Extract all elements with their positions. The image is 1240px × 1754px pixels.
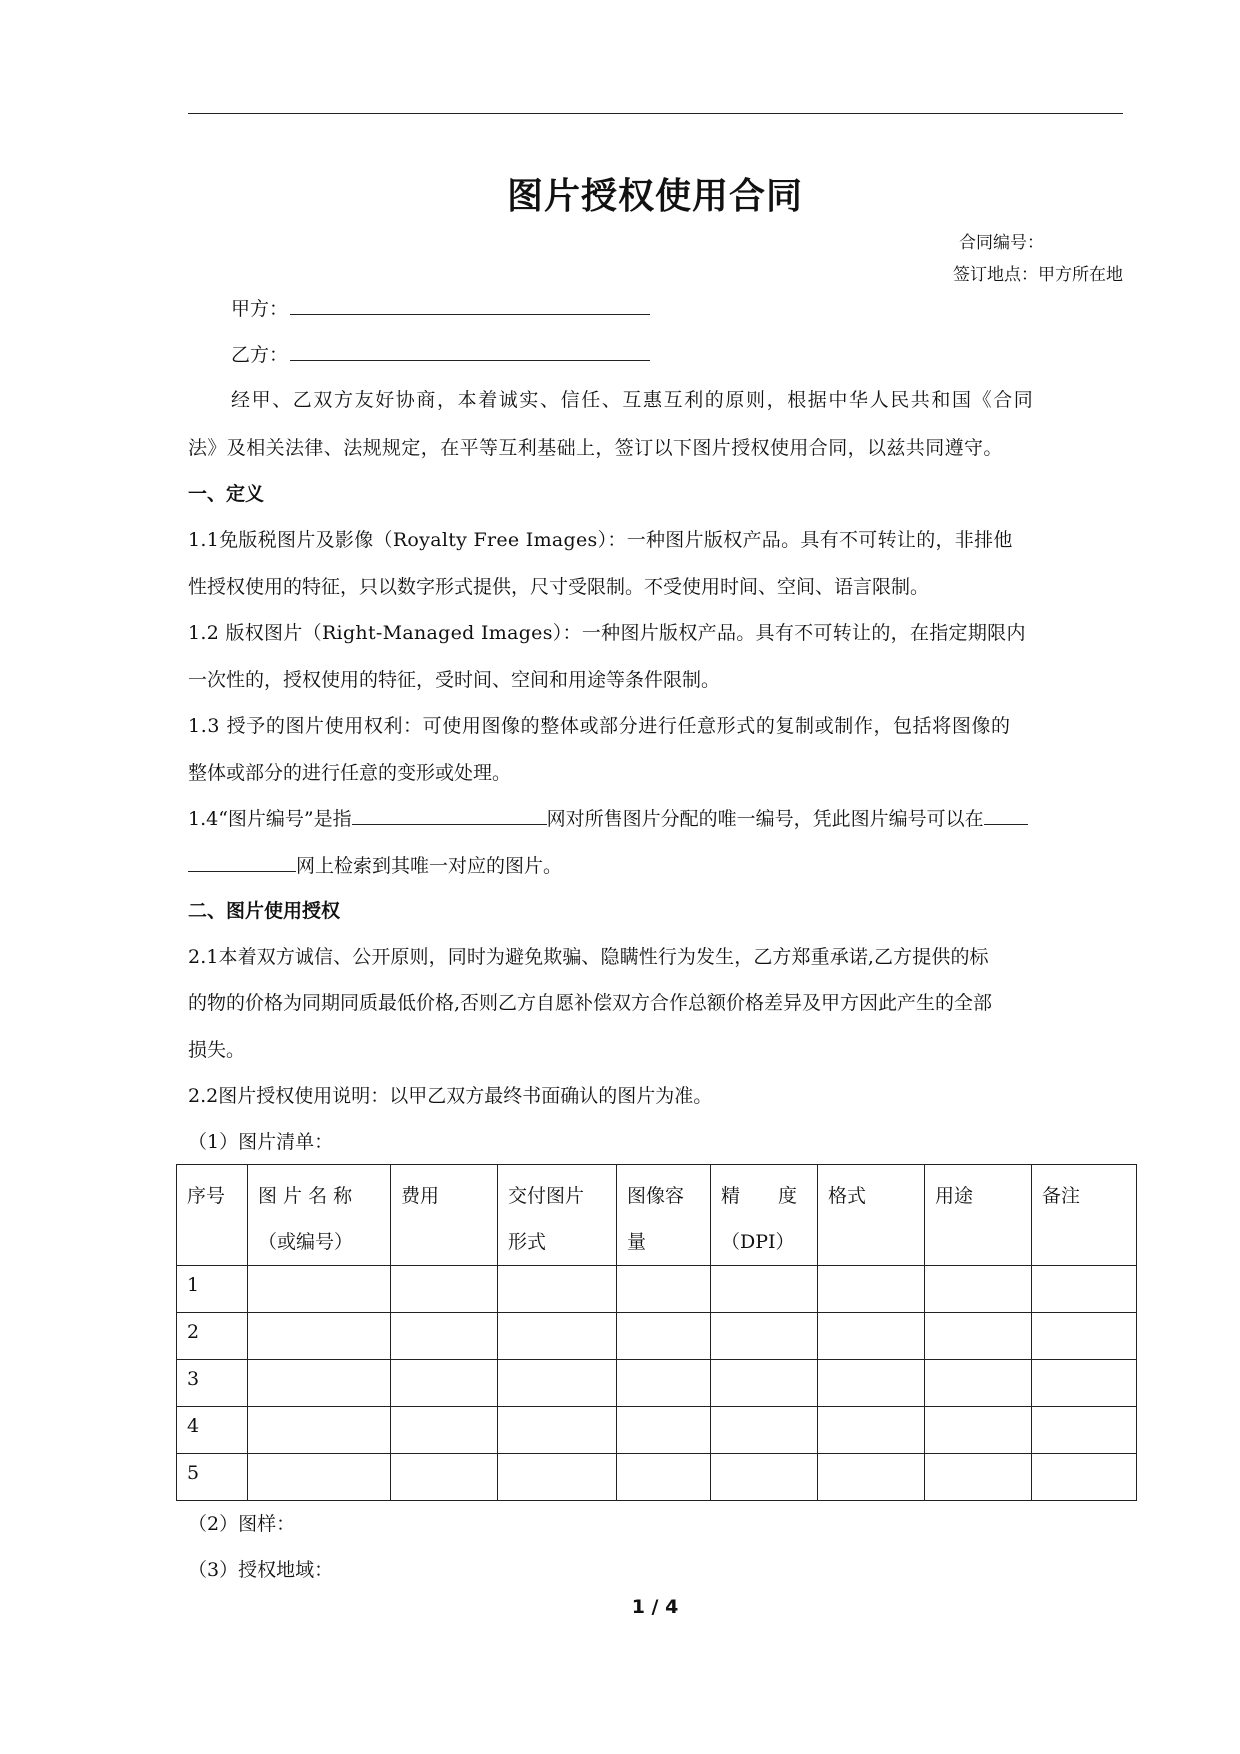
party-a-label: 甲方：	[231, 298, 289, 320]
section-1-heading: 一、定义	[188, 483, 265, 505]
document-title: 图片授权使用合同	[506, 176, 803, 217]
header-cell-capacity: 图像容 量	[617, 1165, 711, 1266]
website-blank-1	[352, 804, 547, 825]
section-2-heading: 二、图片使用授权	[188, 900, 341, 922]
party-a-blank	[290, 294, 650, 315]
image-list-table	[176, 1164, 1137, 1501]
table-header-row	[177, 1165, 1137, 1266]
party-b-label: 乙方：	[231, 344, 289, 366]
def-line-8	[188, 851, 562, 878]
party-b-blank	[290, 340, 650, 361]
auth-line-3: 损失。	[188, 1039, 246, 1061]
page-number: 1 / 4	[631, 1596, 679, 1618]
table-row	[177, 1360, 1137, 1407]
def-line-6: 整体或部分的进行任意的变形或处理。	[188, 762, 512, 784]
sample-label: （2）图样：	[188, 1513, 296, 1535]
row-index: 1	[177, 1266, 248, 1313]
table-row	[177, 1454, 1137, 1501]
header-cell-usage: 用途	[925, 1165, 1032, 1266]
sign-place: 签订地点：甲方所在地	[953, 265, 1123, 285]
intro-line-2: 法》及相关法律、法规规定，在平等互利基础上，签订以下图片授权使用合同，以兹共同遵守。	[188, 437, 1003, 459]
header-cell-index: 序号	[177, 1165, 248, 1266]
item14-part3: 网上检索到其唯一对应的图片。	[296, 855, 563, 877]
row-index: 5	[177, 1454, 248, 1501]
image-list-label: （1）图片清单：	[188, 1131, 334, 1153]
def-line-4: 一次性的，授权使用的特征，受时间、空间和用途等条件限制。	[188, 669, 721, 691]
auth-line-4: 2.2图片授权使用说明：以甲乙双方最终书面确认的图片为准。	[188, 1085, 713, 1107]
def-line-2: 性授权使用的特征，只以数字形式提供，尺寸受限制。不受使用时间、空间、语言限制。	[188, 576, 930, 598]
website-blank-2a	[984, 804, 1028, 825]
def-line-1: 1.1免版税图片及影像（Royalty Free Images）：一种图片版权产品。具有不可转让的，非排他	[188, 529, 1013, 551]
def-line-5: 1.3 授予的图片使用权利：可使用图像的整体或部分进行任意形式的复制或制作，包括将图像的	[188, 715, 1011, 737]
header-cell-delivery: 交付图片 形式	[498, 1165, 617, 1266]
auth-line-1: 2.1本着双方诚信、公开原则，同时为避免欺骗、隐瞒性行为发生，乙方郑重承诺,乙方提供的标	[188, 946, 989, 968]
table-row	[177, 1313, 1137, 1360]
region-label: （3）授权地域：	[188, 1559, 334, 1581]
header-cell-fee: 费用	[391, 1165, 498, 1266]
website-blank-2b	[188, 851, 296, 872]
row-index: 4	[177, 1407, 248, 1454]
item14-part2: 网对所售图片分配的唯一编号，凭此图片编号可以在	[546, 808, 984, 830]
intro-line-1: 经甲、乙双方友好协商，本着诚实、信任、互惠互利的原则，根据中华人民共和国《合同	[231, 389, 1035, 411]
header-rule	[188, 113, 1123, 114]
header-cell-format: 格式	[818, 1165, 925, 1266]
row-index: 2	[177, 1313, 248, 1360]
header-cell-dpi: 精 度 （DPI）	[711, 1165, 818, 1266]
table-row	[177, 1266, 1137, 1313]
table-row	[177, 1407, 1137, 1454]
header-cell-remarks: 备注	[1032, 1165, 1137, 1266]
party-a	[231, 294, 650, 321]
auth-line-2: 的物的价格为同期同质最低价格,否则乙方自愿补偿双方合作总额价格差异及甲方因此产生的全部	[188, 992, 993, 1014]
def-line-7	[188, 804, 1028, 831]
contract-number-label: 合同编号：	[959, 233, 1044, 253]
header-cell-name: 图 片 名 称 （或编号）	[248, 1165, 391, 1266]
item14-part1: 1.4“图片编号”是指	[188, 808, 352, 830]
party-b	[231, 340, 650, 367]
def-line-3: 1.2 版权图片（Right-Managed Images）：一种图片版权产品。具有不可转让的，在指定期限内	[188, 622, 1026, 644]
row-index: 3	[177, 1360, 248, 1407]
